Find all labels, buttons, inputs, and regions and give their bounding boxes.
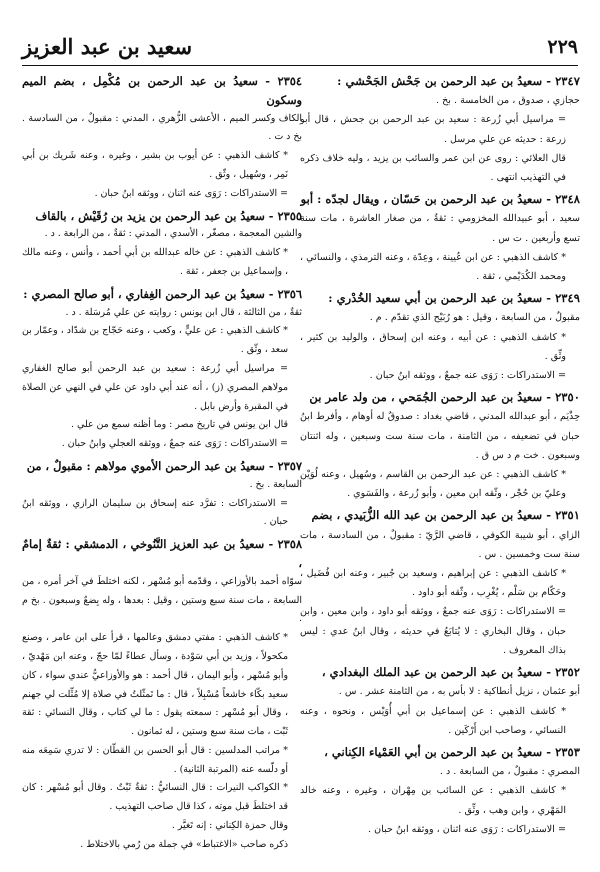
entry-line: السابعة . بخ . [249, 478, 302, 490]
entry-line: = الاستدراكات : رَوَى عنه جمعٌ ، ووثقه أبو داود ، وابن معين ، وابن حبان ، وقال البخاري : لا يُتابَعُ في حديثه ، وقال ابنُ عدي : ليس بذاك المعروف . [300, 606, 566, 656]
entry-line: = الاستدراكات : رَوَى عنه اثنان ، ووثقه ابنُ حبان . [94, 187, 288, 199]
entry-heading: ٢٣٥٣ - سعيدُ بن عبد الرحمن بن أبي العَمْياء الكِناني ، [324, 744, 580, 759]
biography-entry [300, 388, 580, 503]
page-number: ٢٢٩ [547, 36, 578, 58]
entry-heading: ٢٣٤٨ - سعيدُ بن عبد الرحمن بن حَسّان ، ويقال لجدّه : أبو [300, 192, 580, 207]
entry-line: = الاستدراكات : رَوَى عنه جمعٌ ، ووثقه العجلي وابنُ حبان . [61, 438, 288, 450]
entry-heading: ٢٣٥١ - سعيدُ بن عبد الرحمن بن عبد الله الزُّبَيدي ، بضم [311, 508, 580, 523]
entry-line: * مراتب المدلسين : قال أبو الحسن بن القطّان : لا تدري سَمِعَه منه أو دلّسه عنه (المرتبة الثانية) . [22, 744, 288, 775]
entry-line: المصري : مقبولٌ ، من السابعة . د . [439, 766, 580, 778]
biography-entry [300, 289, 580, 385]
entry-heading: ٢٣٤٧ - سعيدُ بن عبد الرحمن بن جَحْش الجَحْشي : [337, 74, 580, 88]
entry-heading: ٢٣٥٦ - سعيدُ بن عبد الرحمن الغِفاري ، أبو صالح المصري : [23, 286, 302, 301]
entry-heading: ٢٣٥٥ - سعيدُ بن عبد الرحمن بن يزيد بن رُقَيْش ، بالقاف [35, 208, 302, 223]
entry-line: * كاشف الذهبي : عن عبد الرحمن بن القاسم ، وسُهيل ، وعنه لُوَيْن وعليّ بن حُجْر ، وثّقه ابن معين ، وأبو زُرعة ، والفَسَوي . [300, 469, 566, 500]
entry-line: والشين المعجمة ، مصغّر ، الأسدي ، المدني : ثقةٌ ، من الرابعة . د . [44, 228, 302, 240]
entry-line: * كاشف الذهبي : عن إسماعيل بن أبي أُوَيْس ، ونحوه ، وعنه النسائي ، وصاحب ابن أَرْكَين . [300, 705, 566, 736]
entry-line: الزاي ، أبو شيبة الكوفي ، قاضي الرَّيّ : مقبولٌ ، من السادسة ، مات سنة ست وخمسين . س . [300, 529, 580, 560]
entry-line: ثقةٌ ، من الثالثة ، قال ابن يونس : روايته عن علي مُرسَلة . د . [65, 306, 302, 318]
entry-line: سعيد ، أبو عبيدالله المخزومي : ثقةٌ ، من صغار العاشرة ، مات سنة تسع وأربعين . ت س . [300, 213, 580, 244]
running-title: سعيد بن عبد العزيز [22, 34, 193, 59]
left-column [22, 72, 302, 858]
entry-line: = مراسيل أبي زُرعة : سعيد بن عبد الرحمن بن جحش ، قال أبو زرعة : حديثه عن علي مرسل . [300, 114, 566, 145]
entry-heading: ٢٣٥٠ - سعيدُ بن عبد الرحمن الجُمَحي ، من ولد عامر بن [309, 390, 580, 405]
entry-line: * كاشف الذهبي : عن السائب بن مِهْران ، وغيره ، وعنه خالد المَهْري ، وابن وهب ، وثِّق . [300, 785, 566, 816]
biography-entry [300, 72, 580, 187]
biography-entry [22, 285, 302, 454]
biography-entry [300, 663, 580, 740]
entry-line: * كاشف الذهبي : مفتي دمشق وعالمها ، قرأ على ابن عامر ، وصنع مكحولاً ، وزيد بن أبي سَوْدة ، وسأل عطاءً لمّا حجّ ، وعنه ابن مَهْديّ ، وأبو مُسْهر ، وأبو اليمان ، قال أحمد : هو والأوزاعيُّ عندي سواء ، كان سعيد بكّاء خاشعاً مُسْبِلاً ، قال : ما تَمثّلتُ في صلاة إلا مُثِّلت لي جهنم ، وقال أبو مُسْهر : سمعته يقول : ما لي كتاب ، وقال النسائي : ثقة ثَبْت ، مات سنة سبع وستين ، له ثمانون . [22, 632, 288, 738]
entry-line: سوّاه أحمد بالأوزاعي ، وقدّمه أبو مُسْهر ، لكنه اختلطَ في آخر أمره ، من السابعة ، مات سنة سبع وستين ، وقيل : بعدها ، وله بِضعٌ وسبعون . بخ م . [22, 575, 302, 625]
header-rule [22, 65, 578, 66]
entry-heading: ٢٣٥٨ - سعيدُ بن عبد العزيز التَّنُوخي ، الدمشقي : ثقةٌ إمامٌ ، [22, 537, 302, 570]
entry-line: قال ابن يونس في تاريخ مصر : وما أظنه سمع من علي . [71, 419, 288, 431]
entry-line: = الاستدراكات : رَوَى عنه اثنان ، ووثقه ابنُ حبان . [368, 823, 566, 835]
entry-line: * كاشف الذهبي : عن أبيه ، وعنه ابن إسحاق ، والوليد بن كثير ، وثِّق . [300, 331, 566, 362]
entry-line: * كاشف الذهبي : عن أيوب بن بشير ، وغيره ، وعنه شَريك بن أبي نَمِر ، وسُهيل ، وثّق . [22, 150, 288, 180]
entry-line: وقال حمزة الكِناني : إنه تَغيَّر . [171, 820, 288, 832]
biography-entry [300, 190, 580, 286]
entry-heading: ٢٣٤٩ - سعيدُ بن عبد الرحمن بن أبي سعيد الخُدْري : [328, 291, 580, 306]
entry-line: أبو عثمان ، نزيل أنطاكية : لا بأس به ، من الثامنة عشر . س . [338, 686, 580, 698]
entry-line: * كاشف الذهبي : عن إبراهيم ، وسعيد بن جُبير ، وعنه ابن فُضَيل ، وحَكّام بن سَلْم ، يُغْرِب ، وثّقه أبو داود . [300, 568, 566, 599]
entry-heading: ٢٣٥٧ - سعيدُ بن عبد الرحمن الأموي مولاهم : مقبولٌ ، من [26, 458, 302, 473]
entry-line: = الاستدراكات : تفرَّد عنه إسحاق بن سليمان الرازي ، ووثقه ابنُ حبان . [22, 497, 288, 528]
entry-line: = الاستدراكات : رَوَى عنه جمعٌ ، ووثقه ابنُ حبان . [369, 370, 566, 382]
entry-heading: ٢٣٥٤ - سعيدُ بن عبد الرحمن بن مُكْمِل ، بضم الميم وسكون [22, 74, 302, 107]
entry-line: * كاشف الذهبي : عن ابن عُيينة ، وعِدّة ، وعنه الترمذي ، والنسائي ، ومحمد الكُدَيْمي ، ثقة . [300, 251, 566, 283]
right-column [300, 72, 580, 842]
entry-line: * كاشف الذهبي : عن خاله عبدالله بن أبي أحمد ، وأنس ، وعنه مالك ، وإسماعيل بن جعفر ، ثقة . [22, 247, 288, 277]
entry-line: * كاشف الذهبي : عن عليٍّ ، وكعب ، وعنه حَجّاج بن شدّاد ، وعمّار بن سعد ، وثّق . [22, 325, 288, 356]
biography-entry [22, 535, 302, 855]
biography-entry [22, 72, 302, 204]
entry-line: = مراسيل أبي زُرعة : سعيد بن عبد الرحمن أبو صالح الغفاري مولاهم المصري (ز) ، أنه عند أبي داود عن علي في النهي عن الصلاة في المقبرة وأرض بابل . [22, 362, 288, 412]
entry-heading: ٢٣٥٢ - سعيدُ بن عبد الرحمن بن عبد الملك البغدادي ، [321, 665, 580, 680]
biography-entry [300, 506, 580, 660]
biography-entry [22, 457, 302, 532]
page-header [22, 34, 578, 68]
entry-line: ذكره صاحب «الاغتباط» في جملة من رُمي بالاختلاط . [80, 838, 288, 850]
entry-line: قال العلائي : روى عن ابن عمر والسائب بن يزيد ، وليه خلاف ذكره في التهذيب انتهى . [300, 152, 566, 184]
biography-entry [22, 207, 302, 282]
biography-entry [300, 743, 580, 839]
entry-line: الكاف وكسر الميم ، الأعشى الزُّهري ، المدني : مقبولٌ ، من السادسة . بخ د ت . [22, 112, 302, 143]
entry-line: * الكواكب النيرات : قال النسائيُّ : ثقةٌ ثَبْتٌ . وقال أبو مُسْهر : كان قد اختلطَ قبل موته ، كذا قال صاحب التهذيب . [22, 782, 288, 813]
entry-line: حِذْيَم ، أبو عبدالله المدني ، قاضي بغداد : صدوقٌ له أوهام ، وأفرط ابنُ حبان في تضعيفه ، من الثامنة ، مات سنة ست وسبعين ، وله اثنتان وسبعون . خت م د س ق . [300, 411, 580, 461]
entry-line: حجازي ، صدوق ، من الخامسة . بخ . [436, 95, 580, 107]
entry-line: مقبولٌ ، من السابعة ، وقيل : هو رُبَيْح الذي تقدّم . م . [369, 312, 580, 324]
